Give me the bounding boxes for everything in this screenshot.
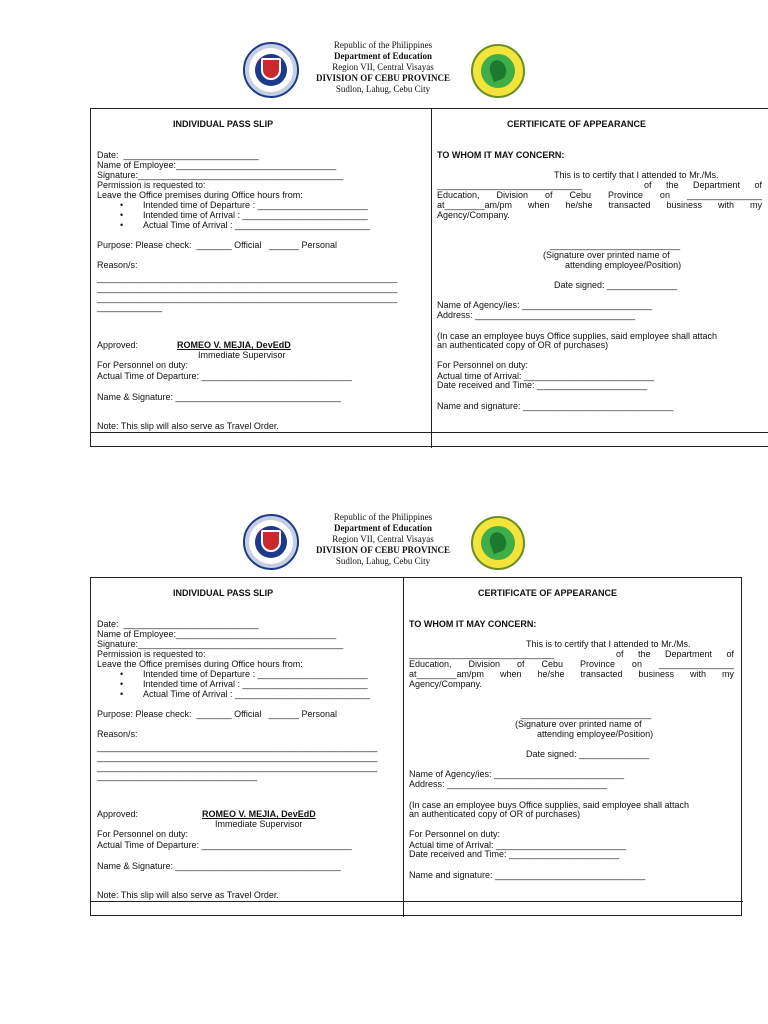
leave-text: Leave the Office premises during Office hours from: bbox=[97, 190, 303, 200]
date-field: Date: ___________________________ bbox=[97, 619, 259, 629]
certificate-title: CERTIFICATE OF APPEARANCE bbox=[507, 119, 647, 129]
name-signature-field: Name & Signature: _________________________________ bbox=[97, 861, 341, 871]
actual-departure-field: Actual Time of Departure: ______________________________ bbox=[97, 840, 352, 850]
reason-line: ________________________________________________________ bbox=[97, 762, 378, 772]
address-field: Address: ________________________________ bbox=[437, 310, 636, 320]
cert-personnel-label: For Personnel on duty: bbox=[437, 360, 529, 370]
cert-name-signature-field: Name and signature: ______________________________ bbox=[437, 401, 674, 411]
letterhead-text bbox=[298, 512, 468, 567]
signature-label-2: attending employee/Position) bbox=[537, 729, 654, 739]
approver-title: Immediate Supervisor bbox=[198, 350, 286, 360]
footer-divider bbox=[91, 901, 743, 902]
intended-departure-field: Intended time of Departure : ______________________ bbox=[143, 669, 368, 679]
supplies-note-2: an authenticated copy of OR of purchases) bbox=[437, 340, 609, 350]
agency-field: Name of Agency/ies: __________________________ bbox=[409, 769, 625, 779]
header-line5: Sudlon, Lahug, Cebu City bbox=[335, 556, 431, 566]
address-field: Address: ________________________________ bbox=[409, 779, 608, 789]
actual-arrival-field: Actual Time of Arrival : ___________________________ bbox=[143, 220, 371, 230]
date-received-field: Date received and Time: ______________________ bbox=[437, 380, 648, 390]
bullet-icon: • bbox=[120, 669, 124, 679]
date-signed-field: Date signed: ______________ bbox=[554, 280, 678, 290]
pass-slip-top bbox=[0, 40, 768, 450]
permission-text: Permission is requested to: bbox=[97, 180, 206, 190]
pass-slip-title: INDIVIDUAL PASS SLIP bbox=[173, 119, 274, 129]
intended-arrival-field: Intended time of Arrival : _________________________ bbox=[143, 679, 368, 689]
to-whom-heading: TO WHOM IT MAY CONCERN: bbox=[437, 150, 565, 160]
certify-line-4: at________am/pm when he/she transacted business with my bbox=[437, 200, 762, 210]
reason-line: ____________________________________________________________ bbox=[97, 293, 398, 303]
travel-order-note: Note: This slip will also serve as Travel Order. bbox=[97, 421, 279, 431]
letterhead bbox=[0, 512, 768, 572]
purpose-field: Purpose: Please check: _______ Official ______ Personal bbox=[97, 709, 337, 719]
division-seal-icon bbox=[471, 44, 525, 98]
signature-label: (Signature over printed name of bbox=[543, 250, 670, 260]
leave-text: Leave the Office premises during Office hours from: bbox=[97, 659, 303, 669]
bullet-icon: • bbox=[120, 220, 124, 230]
certify-line-1: This is to certify that I attended to Mr./Ms. bbox=[554, 170, 719, 180]
certify-line-2: of the Department of bbox=[644, 180, 762, 190]
approver-name: ROMEO V. MEJIA, DevEdD bbox=[177, 340, 291, 350]
bullet-icon: • bbox=[120, 210, 124, 220]
date-received-field: Date received and Time: ______________________ bbox=[409, 849, 620, 859]
employee-blank: _____________________________ bbox=[409, 649, 555, 659]
certify-line-5: Agency/Company. bbox=[409, 679, 482, 689]
supplies-note-2: an authenticated copy of OR of purchases) bbox=[409, 809, 581, 819]
reasons-label: Reason/s: bbox=[97, 260, 138, 270]
approved-label: Approved: bbox=[97, 340, 139, 350]
header-line4: DIVISION OF CEBU PROVINCE bbox=[316, 545, 450, 555]
header-line5: Sudlon, Lahug, Cebu City bbox=[335, 84, 431, 94]
intended-departure-field: Intended time of Departure : ______________________ bbox=[143, 200, 368, 210]
to-whom-heading: TO WHOM IT MAY CONCERN: bbox=[409, 619, 537, 629]
bullet-icon: • bbox=[120, 689, 124, 699]
date-signed-field: Date signed: ______________ bbox=[526, 749, 650, 759]
employee-name-field: Name of Employee:________________________________ bbox=[97, 160, 337, 170]
header-line4: DIVISION OF CEBU PROVINCE bbox=[316, 73, 450, 83]
cert-name-signature-field: Name and signature: ______________________________ bbox=[409, 870, 646, 880]
certify-line-2: of the Department of bbox=[616, 649, 734, 659]
division-seal-icon bbox=[471, 516, 525, 570]
letterhead-text bbox=[298, 40, 468, 95]
name-signature-field: Name & Signature: _________________________________ bbox=[97, 392, 341, 402]
employee-name-field: Name of Employee:________________________________ bbox=[97, 629, 337, 639]
signature-field: Signature:_________________________________________ bbox=[97, 639, 344, 649]
certify-line-3: Education, Division of Cebu Province on _______________ bbox=[437, 190, 762, 200]
reason-line: ________________________________ bbox=[97, 771, 258, 781]
header-line1: Republic of the Philippines bbox=[333, 40, 433, 50]
actual-arrival-time-field: Actual time of Arrival: __________________________ bbox=[437, 371, 655, 381]
signature-label-2: attending employee/Position) bbox=[565, 260, 682, 270]
agency-field: Name of Agency/ies: __________________________ bbox=[437, 300, 653, 310]
deped-seal-icon bbox=[243, 514, 299, 570]
approved-label: Approved: bbox=[97, 809, 139, 819]
supplies-note-1: (In case an employee buys Office supplies, said employee shall attach bbox=[409, 800, 689, 810]
signature-field: Signature:_________________________________________ bbox=[97, 170, 344, 180]
bullet-icon: • bbox=[120, 679, 124, 689]
reason-line: _____________ bbox=[97, 302, 163, 312]
actual-arrival-field: Actual Time of Arrival : ___________________________ bbox=[143, 689, 371, 699]
reason-line: ____________________________________________________________ bbox=[97, 283, 398, 293]
certify-line-4: at________am/pm when he/she transacted business with my bbox=[409, 669, 734, 679]
permission-text: Permission is requested to: bbox=[97, 649, 206, 659]
certify-line-5: Agency/Company. bbox=[437, 210, 510, 220]
pass-slip-bottom bbox=[0, 512, 768, 922]
purpose-field: Purpose: Please check: _______ Official ______ Personal bbox=[97, 240, 337, 250]
certify-line-3: Education, Division of Cebu Province on _______________ bbox=[409, 659, 734, 669]
reason-line: ________________________________________________________ bbox=[97, 752, 378, 762]
actual-departure-field: Actual Time of Departure: ______________________________ bbox=[97, 371, 352, 381]
signature-line: __________________________ bbox=[550, 240, 681, 250]
employee-blank: _____________________________ bbox=[437, 180, 583, 190]
approver-title: Immediate Supervisor bbox=[215, 819, 303, 829]
footer-divider bbox=[91, 432, 768, 433]
column-divider bbox=[403, 578, 404, 917]
certify-line-1: This is to certify that I attended to Mr./Ms. bbox=[526, 639, 691, 649]
reasons-label: Reason/s: bbox=[97, 729, 138, 739]
bullet-icon: • bbox=[120, 200, 124, 210]
pass-slip-title: INDIVIDUAL PASS SLIP bbox=[173, 588, 274, 598]
personnel-label: For Personnel on duty: bbox=[97, 829, 189, 839]
travel-order-note: Note: This slip will also serve as Travel Order. bbox=[97, 890, 279, 900]
header-line3: Region VII, Central Visayas bbox=[332, 62, 434, 72]
deped-seal-icon bbox=[243, 42, 299, 98]
supplies-note-1: (In case an employee buys Office supplies, said employee shall attach bbox=[437, 331, 717, 341]
column-divider bbox=[431, 109, 432, 448]
personnel-label: For Personnel on duty: bbox=[97, 360, 189, 370]
intended-arrival-field: Intended time of Arrival : _________________________ bbox=[143, 210, 368, 220]
letterhead bbox=[0, 40, 768, 100]
signature-line: __________________________ bbox=[521, 709, 652, 719]
certificate-title: CERTIFICATE OF APPEARANCE bbox=[478, 588, 618, 598]
date-field: Date: ___________________________ bbox=[97, 150, 259, 160]
header-line2: Department of Education bbox=[334, 51, 432, 61]
reason-line: ____________________________________________________________ bbox=[97, 273, 398, 283]
header-line1: Republic of the Philippines bbox=[333, 512, 433, 522]
signature-label: (Signature over printed name of bbox=[515, 719, 642, 729]
header-line3: Region VII, Central Visayas bbox=[332, 534, 434, 544]
header-line2: Department of Education bbox=[334, 523, 432, 533]
actual-arrival-time-field: Actual time of Arrival: __________________________ bbox=[409, 840, 627, 850]
cert-personnel-label: For Personnel on duty: bbox=[409, 829, 501, 839]
reason-line: ________________________________________________________ bbox=[97, 742, 378, 752]
approver-name: ROMEO V. MEJIA, DevEdD bbox=[202, 809, 316, 819]
